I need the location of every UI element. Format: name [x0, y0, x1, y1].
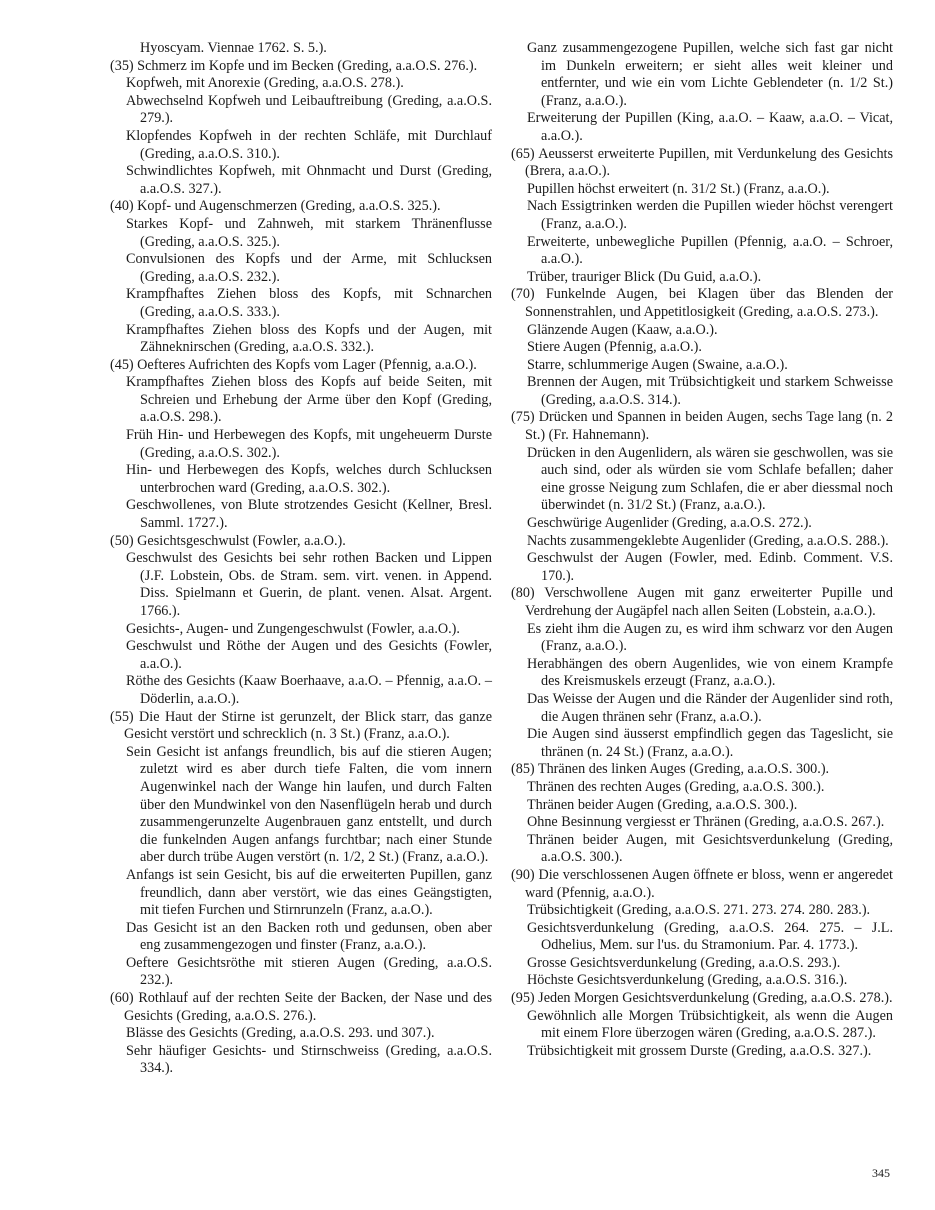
symptom-entry: Abwechselnd Kopfweh und Leibauftreibung (Greding, a.a.O.S. 279.).: [126, 92, 492, 127]
numbered-symptom-entry: (75) Drücken und Spannen in beiden Augen, sechs Tage lang (n. 2 St.) (Fr. Hahnemann).: [511, 409, 893, 444]
symptom-entry: Geschwulst und Röthe der Augen und des Gesichts (Fowler, a.a.O.).: [126, 638, 492, 672]
symptom-entry: Gesichts-, Augen- und Zungengeschwulst (Fowler, a.a.O.).: [126, 620, 460, 637]
right-column: [511, 40, 893, 1060]
numbered-symptom-entry: (65) Aeusserst erweiterte Pupillen, mit Verdunkelung des Gesichts (Brera, a.a.O.).: [511, 145, 893, 180]
numbered-symptom-entry: (55) Die Haut der Stirne ist gerunzelt, der Blick starr, das ganze Gesicht verstört und schrecklich (n. 3 St.) (Franz, a.a.O.).: [110, 708, 492, 743]
symptom-entry: Die Augen sind äusserst empfindlich gegen das Tageslicht, sie thränen (n. 24 St.) (Franz, a.a.O.).: [527, 726, 893, 760]
symptom-entry: Trüber, trauriger Blick (Du Guid, a.a.O.).: [527, 268, 762, 285]
symptom-entry: Krampfhaftes Ziehen bloss des Kopfs auf beide Seiten, mit Schreien und Erhebung der Arme über den Kopf (Greding, a.a.O.S. 298.).: [126, 374, 492, 426]
symptom-entry: Gesichtsverdunkelung (Greding, a.a.O.S. 264. 275. – J.L. Odhelius, Mem. sur l'us. du Stramonium. Par. 4. 1773.).: [527, 919, 893, 954]
symptom-entry: Convulsionen des Kopfs und der Arme, mit Schlucksen (Greding, a.a.O.S. 232.).: [126, 251, 492, 285]
symptom-entry: Starkes Kopf- und Zahnweh, mit starkem Thränenflusse (Greding, a.a.O.S. 325.).: [126, 215, 492, 250]
symptom-entry: Erweiterte, unbewegliche Pupillen (Pfennig, a.a.O. – Schroer, a.a.O.).: [527, 233, 893, 268]
symptom-entry: Röthe des Gesichts (Kaaw Boerhaave, a.a.O. – Pfennig, a.a.O. – Döderlin, a.a.O.).: [126, 673, 492, 707]
symptom-entry: Nachts zusammengeklebte Augenlider (Greding, a.a.O.S. 288.).: [527, 532, 889, 549]
symptom-entry: Ohne Besinnung vergiesst er Thränen (Greding, a.a.O.S. 267.).: [527, 814, 885, 831]
symptom-entry: Thränen des rechten Auges (Greding, a.a.O.S. 300.).: [527, 778, 825, 795]
numbered-symptom-entry: (45) Oefteres Aufrichten des Kopfs vom Lager (Pfennig, a.a.O.).: [110, 356, 477, 373]
symptom-entry: Krampfhaftes Ziehen bloss des Kopfs, mit Schnarchen (Greding, a.a.O.S. 333.).: [126, 286, 492, 320]
symptom-entry: Schwindlichtes Kopfweh, mit Ohnmacht und Durst (Greding, a.a.O.S. 327.).: [126, 163, 492, 197]
symptom-entry: Kopfweh, mit Anorexie (Greding, a.a.O.S. 278.).: [126, 75, 404, 92]
numbered-symptom-entry: (40) Kopf- und Augenschmerzen (Greding, a.a.O.S. 325.).: [110, 198, 441, 215]
symptom-entry: Trübsichtigkeit mit grossem Durste (Greding, a.a.O.S. 327.).: [527, 1042, 872, 1059]
symptom-entry: Geschwürige Augenlider (Greding, a.a.O.S. 272.).: [527, 515, 812, 532]
symptom-entry: Starre, schlummerige Augen (Swaine, a.a.O.).: [527, 356, 788, 373]
numbered-symptom-entry: (70) Funkelnde Augen, bei Klagen über das Blenden der Sonnenstrahlen, und Appetitlosigkeit (Greding, a.a.O.S. 273.).: [511, 286, 893, 320]
symptom-entry: Früh Hin- und Herbewegen des Kopfs, mit ungeheuerm Durste (Greding, a.a.O.S. 302.).: [126, 427, 492, 461]
symptom-entry: Das Weisse der Augen und die Ränder der Augenlider sind roth, die Augen thränen sehr (Franz, a.a.O.).: [527, 690, 893, 725]
symptom-entry: Klopfendes Kopfweh in der rechten Schläfe, mit Durchlauf (Greding, a.a.O.S. 310.).: [126, 127, 492, 162]
numbered-symptom-entry: (90) Die verschlossenen Augen öffnete er bloss, wenn er angeredet ward (Pfennig, a.a.O.).: [511, 866, 893, 901]
symptom-entry: Stiere Augen (Pfennig, a.a.O.).: [527, 339, 702, 356]
symptom-entry: Herabhängen des obern Augenlides, wie von einem Krampfe des Kreismuskels erzeugt (Franz, a.a.O.).: [527, 655, 893, 690]
symptom-entry: Gewöhnlich alle Morgen Trübsichtigkeit, als wenn die Augen mit einem Flore überzogen wären (Greding, a.a.O.S. 287.).: [527, 1007, 893, 1042]
symptom-entry: Hin- und Herbewegen des Kopfs, welches durch Schlucksen unterbrochen ward (Greding, a.a.O.S. 302.).: [126, 462, 492, 496]
numbered-symptom-entry: (60) Rothlauf auf der rechten Seite der Backen, der Nase und des Gesichts (Greding, a.a.O.S. 276.).: [110, 990, 492, 1024]
symptom-entry: Oeftere Gesichtsröthe mit stieren Augen (Greding, a.a.O.S. 232.).: [126, 954, 492, 989]
symptom-entry: Geschwulst der Augen (Fowler, med. Edinb. Comment. V.S. 170.).: [527, 550, 893, 584]
left-column: [110, 40, 492, 1078]
symptom-entry: Anfangs ist sein Gesicht, bis auf die erweiterten Pupillen, ganz freundlich, dann aber verstört, wie das eines Geängstigten, mit tiefen Furchen und Stirnrunzeln (Franz, a.a.O.).: [126, 866, 492, 919]
symptom-entry: Brennen der Augen, mit Trübsichtigkeit und starkem Schweisse (Greding, a.a.O.S. 314.).: [527, 374, 893, 408]
symptom-entry: Pupillen höchst erweitert (n. 31/2 St.) (Franz, a.a.O.).: [527, 180, 830, 197]
symptom-entry: Sein Gesicht ist anfangs freundlich, bis auf die stieren Augen; zuletzt wird es aber durch tiefe Falten, die vom innern Augenwinkel nach der Wange hin laufen, und durch Falten über den Mundwinkel von den Nasenflügeln herab und durch zusammengerunzelte Augenbrauen ganz entstellt, und durch die funkelnden Augen anfangs furchtbar; nach einer Stunde aber durch trübe Augen verstört (n. 1/2, 2 St.) (Franz, a.a.O.).: [126, 743, 492, 866]
symptom-entry: Erweiterung der Pupillen (King, a.a.O. – Kaaw, a.a.O. – Vicat, a.a.O.).: [527, 110, 893, 144]
symptom-entry: Hyoscyam. Viennae 1762. S. 5.).: [140, 40, 327, 56]
symptom-entry: Drücken in den Augenlidern, als wären sie geschwollen, was sie auch sind, oder als würden sie vom Schlafe befallen; daher eine grosse Neigung zum Schlafen, die er aber diessmal noch überwindet (n. 31/2 St.) (Franz, a.a.O.).: [527, 444, 893, 514]
symptom-entry: Glänzende Augen (Kaaw, a.a.O.).: [527, 321, 718, 338]
symptom-entry: Blässe des Gesichts (Greding, a.a.O.S. 293. und 307.).: [126, 1025, 435, 1042]
symptom-entry: Trübsichtigkeit (Greding, a.a.O.S. 271. 273. 274. 280. 283.).: [527, 902, 871, 919]
symptom-entry: Thränen beider Augen, mit Gesichtsverdunkelung (Greding, a.a.O.S. 300.).: [527, 831, 893, 866]
numbered-symptom-entry: (95) Jeden Morgen Gesichtsverdunkelung (Greding, a.a.O.S. 278.).: [511, 990, 893, 1007]
symptom-entry: Geschwollenes, von Blute strotzendes Gesicht (Kellner, Bresl. Samml. 1727.).: [126, 497, 492, 532]
symptom-entry: Ganz zusammengezogene Pupillen, welche sich fast gar nicht im Dunkeln erweitern; er sieht alles weit kleiner und entfernter, und wie ein vom Lichte Geblendeter (n. 1/2 St.) (Franz, a.a.O.).: [527, 40, 893, 109]
symptom-entry: Höchste Gesichtsverdunkelung (Greding, a.a.O.S. 316.).: [527, 972, 848, 989]
page-number: 345: [872, 1166, 890, 1180]
symptom-entry: Grosse Gesichtsverdunkelung (Greding, a.a.O.S. 293.).: [527, 954, 841, 971]
numbered-symptom-entry: (80) Verschwollene Augen mit ganz erweiterter Pupille und Verdrehung der Augäpfel nach allen Seiten (Lobstein, a.a.O.).: [511, 585, 893, 619]
symptom-entry: Es zieht ihm die Augen zu, es wird ihm schwarz vor den Augen (Franz, a.a.O.).: [527, 620, 893, 655]
numbered-symptom-entry: (85) Thränen des linken Auges (Greding, a.a.O.S. 300.).: [511, 761, 830, 778]
numbered-symptom-entry: (50) Gesichtsgeschwulst (Fowler, a.a.O.).: [110, 532, 346, 549]
symptom-entry: Thränen beider Augen (Greding, a.a.O.S. 300.).: [527, 796, 798, 813]
symptom-entry: Krampfhaftes Ziehen bloss des Kopfs und der Augen, mit Zähneknirschen (Greding, a.a.O.S. 332.).: [126, 321, 492, 356]
numbered-symptom-entry: (35) Schmerz im Kopfe und im Becken (Greding, a.a.O.S. 276.).: [110, 57, 478, 74]
symptom-entry: Das Gesicht ist an den Backen roth und gedunsen, oben aber eng zusammengezogen und finster (Franz, a.a.O.).: [126, 919, 492, 954]
symptom-entry: Geschwulst des Gesichts bei sehr rothen Backen und Lippen (J.F. Lobstein, Obs. de Stram. sem. virt. venen. in Append. Diss. Spielmann et Guerin, de plant. venen. Alsat. Argent. 1766.).: [126, 550, 492, 619]
symptom-entry: Sehr häufiger Gesichts- und Stirnschweiss (Greding, a.a.O.S. 334.).: [126, 1042, 492, 1077]
symptom-entry: Nach Essigtrinken werden die Pupillen wieder höchst verengert (Franz, a.a.O.).: [527, 198, 893, 232]
